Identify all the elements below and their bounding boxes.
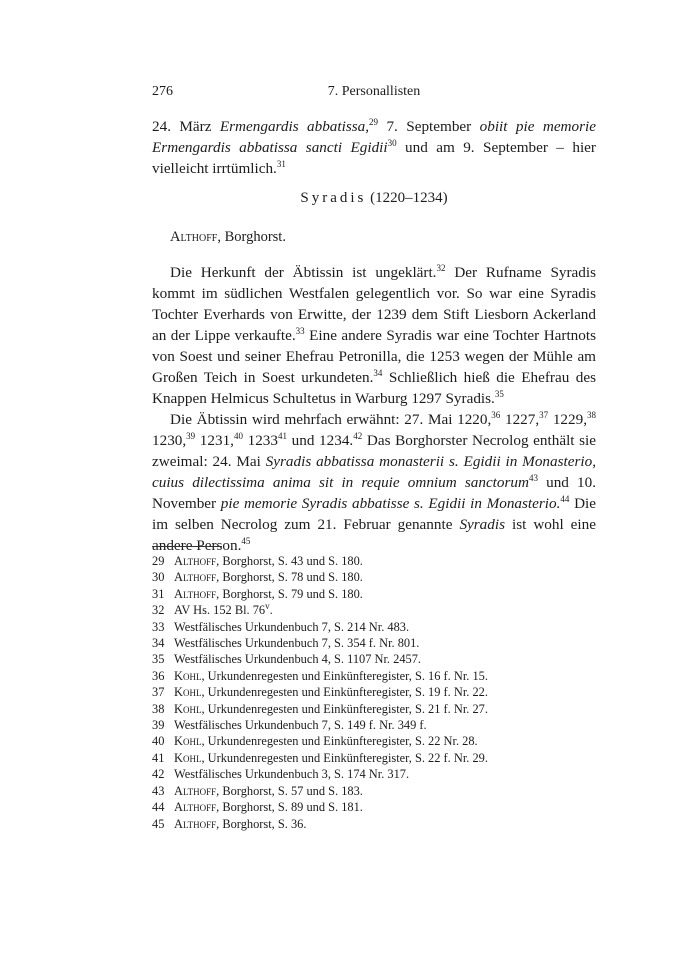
footnote-list (152, 553, 596, 832)
page-header (152, 84, 596, 104)
footnote: 34 Westfälisches Urkundenbuch 7, S. 354 f. Nr. 801. (152, 636, 420, 651)
footnote-ref: 35 (494, 388, 504, 399)
footnote-ref: 31 (276, 158, 286, 169)
footnote: 35 Westfälisches Urkundenbuch 4, S. 1107 Nr. 2457. (152, 652, 422, 667)
footnote: 45 Althoff, Borghorst, S. 36. (152, 816, 307, 831)
footnote-divider (152, 546, 222, 547)
intro-paragraph: 24. März Ermengardis abbatissa,$^{29}$ 7. September obiit pie memorie Ermengardis abbatissa sancti Egidii$^{30}$ und am 9. September – hier vielleicht irrtümlich.$^{31}$ (152, 116, 596, 177)
footnote-ref: 44 (560, 493, 570, 504)
footnote: 41 Kohl, Urkundenregesten und Einkünfteregister, S. 22 f. Nr. 29. (152, 750, 488, 765)
section-title (152, 190, 596, 207)
footnote-ref: 43 (528, 472, 538, 483)
footnote-ref: 32 (436, 262, 446, 273)
footnote: 31 Althoff, Borghorst, S. 79 und S. 180. (152, 586, 363, 601)
footnote: 37 Kohl, Urkundenregesten und Einkünfteregister, S. 19 f. Nr. 22. (152, 685, 488, 700)
footnote: 38 Kohl, Urkundenregesten und Einkünfteregister, S. 21 f. Nr. 27. (152, 701, 488, 716)
footnote: 44 Althoff, Borghorst, S. 89 und S. 181. (152, 800, 363, 815)
footnote: 42 Westfälisches Urkundenbuch 3, S. 174 Nr. 317. (152, 767, 410, 782)
footnote-ref: 42 (353, 430, 363, 441)
running-head: 7. Personallisten (327, 84, 421, 99)
footnote-ref: 30 (387, 137, 397, 148)
footnote: 40 Kohl, Urkundenregesten und Einkünfteregister, S. 22 Nr. 28. (152, 734, 478, 749)
page-number: 276 (152, 84, 173, 99)
body-text (152, 262, 596, 556)
paragraph-origin: Die Herkunft der Äbtissin ist ungeklärt.$^{32}$ Der Rufname Syradis kommt im südlichen Westfalen gelegentlich vor. So war eine Syradis Tochter Everhards von Erwitte, der 1239 dem Stift Liesborn Ackerland an der Lippe verkaufte.$^{33}$ Eine andere Syradis war eine Tochter Hartnots von Soest und seiner Ehefrau Petronilla, die 1253 wegen der Mühle am Großen Teich in Soest urkundeten.$^{34}$ Schließlich hieß die Ehefrau des Knappen Helmicus Schultetus in Warburg 1297 Syradis.$^{35}$ (152, 262, 597, 407)
paragraph-mentions: Die Äbtissin wird mehrfach erwähnt: 27. Mai 1220,36 1227,37 1229,38 1230,39 1231,40 1233$^{41}$ und 1234.42 Das Borghorster Necrolog enthält sie zweimal: 24. Mai Syradis abbatissa monasterii s. Egidii in Monasterio, cuius dilectissima anima sit in requie omnium sanctorum$^{43}$ und 10. November pie memorie Syradis abbatisse s. Egidii in Monasterio.$^{44}$ Die im selben Necrolog zum 21. Februar genannte Syradis ist wohl eine andere Person.$^{45}$ (152, 409, 597, 554)
footnote: 36 Kohl, Urkundenregesten und Einkünfteregister, S. 16 f. Nr. 15. (152, 668, 488, 683)
footnote: 43 Althoff, Borghorst, S. 57 und S. 183. (152, 783, 363, 798)
footnote-ref: 29 (369, 116, 379, 127)
footnote-ref: 39 (186, 430, 196, 441)
footnote: 30 Althoff, Borghorst, S. 78 und S. 180. (152, 570, 363, 585)
footnote-ref: 34 (373, 367, 383, 378)
abbess-years: (1220–1234) (366, 190, 448, 206)
source-reference: Althoff, Borghorst. (170, 229, 286, 245)
footnote: 29 Althoff, Borghorst, S. 43 und S. 180. (152, 554, 363, 568)
footnote: 39 Westfälisches Urkundenbuch 7, S. 149 f. Nr. 349 f. (152, 718, 427, 733)
footnote-ref: 38 (587, 409, 597, 420)
footnote-ref: 37 (539, 409, 549, 420)
footnote: 33 Westfälisches Urkundenbuch 7, S. 214 Nr. 483. (152, 619, 410, 634)
footnote: 32 AV Hs. 152 Bl. 76$^v$. (152, 601, 273, 618)
footnote-ref: 40 (233, 430, 243, 441)
footnote-ref: 45 (241, 535, 251, 546)
footnote-ref: 41 (278, 430, 287, 441)
footnote-ref: 33 (295, 325, 305, 336)
abbess-name: Syradis (300, 190, 367, 206)
footnote-ref: 36 (491, 409, 501, 420)
